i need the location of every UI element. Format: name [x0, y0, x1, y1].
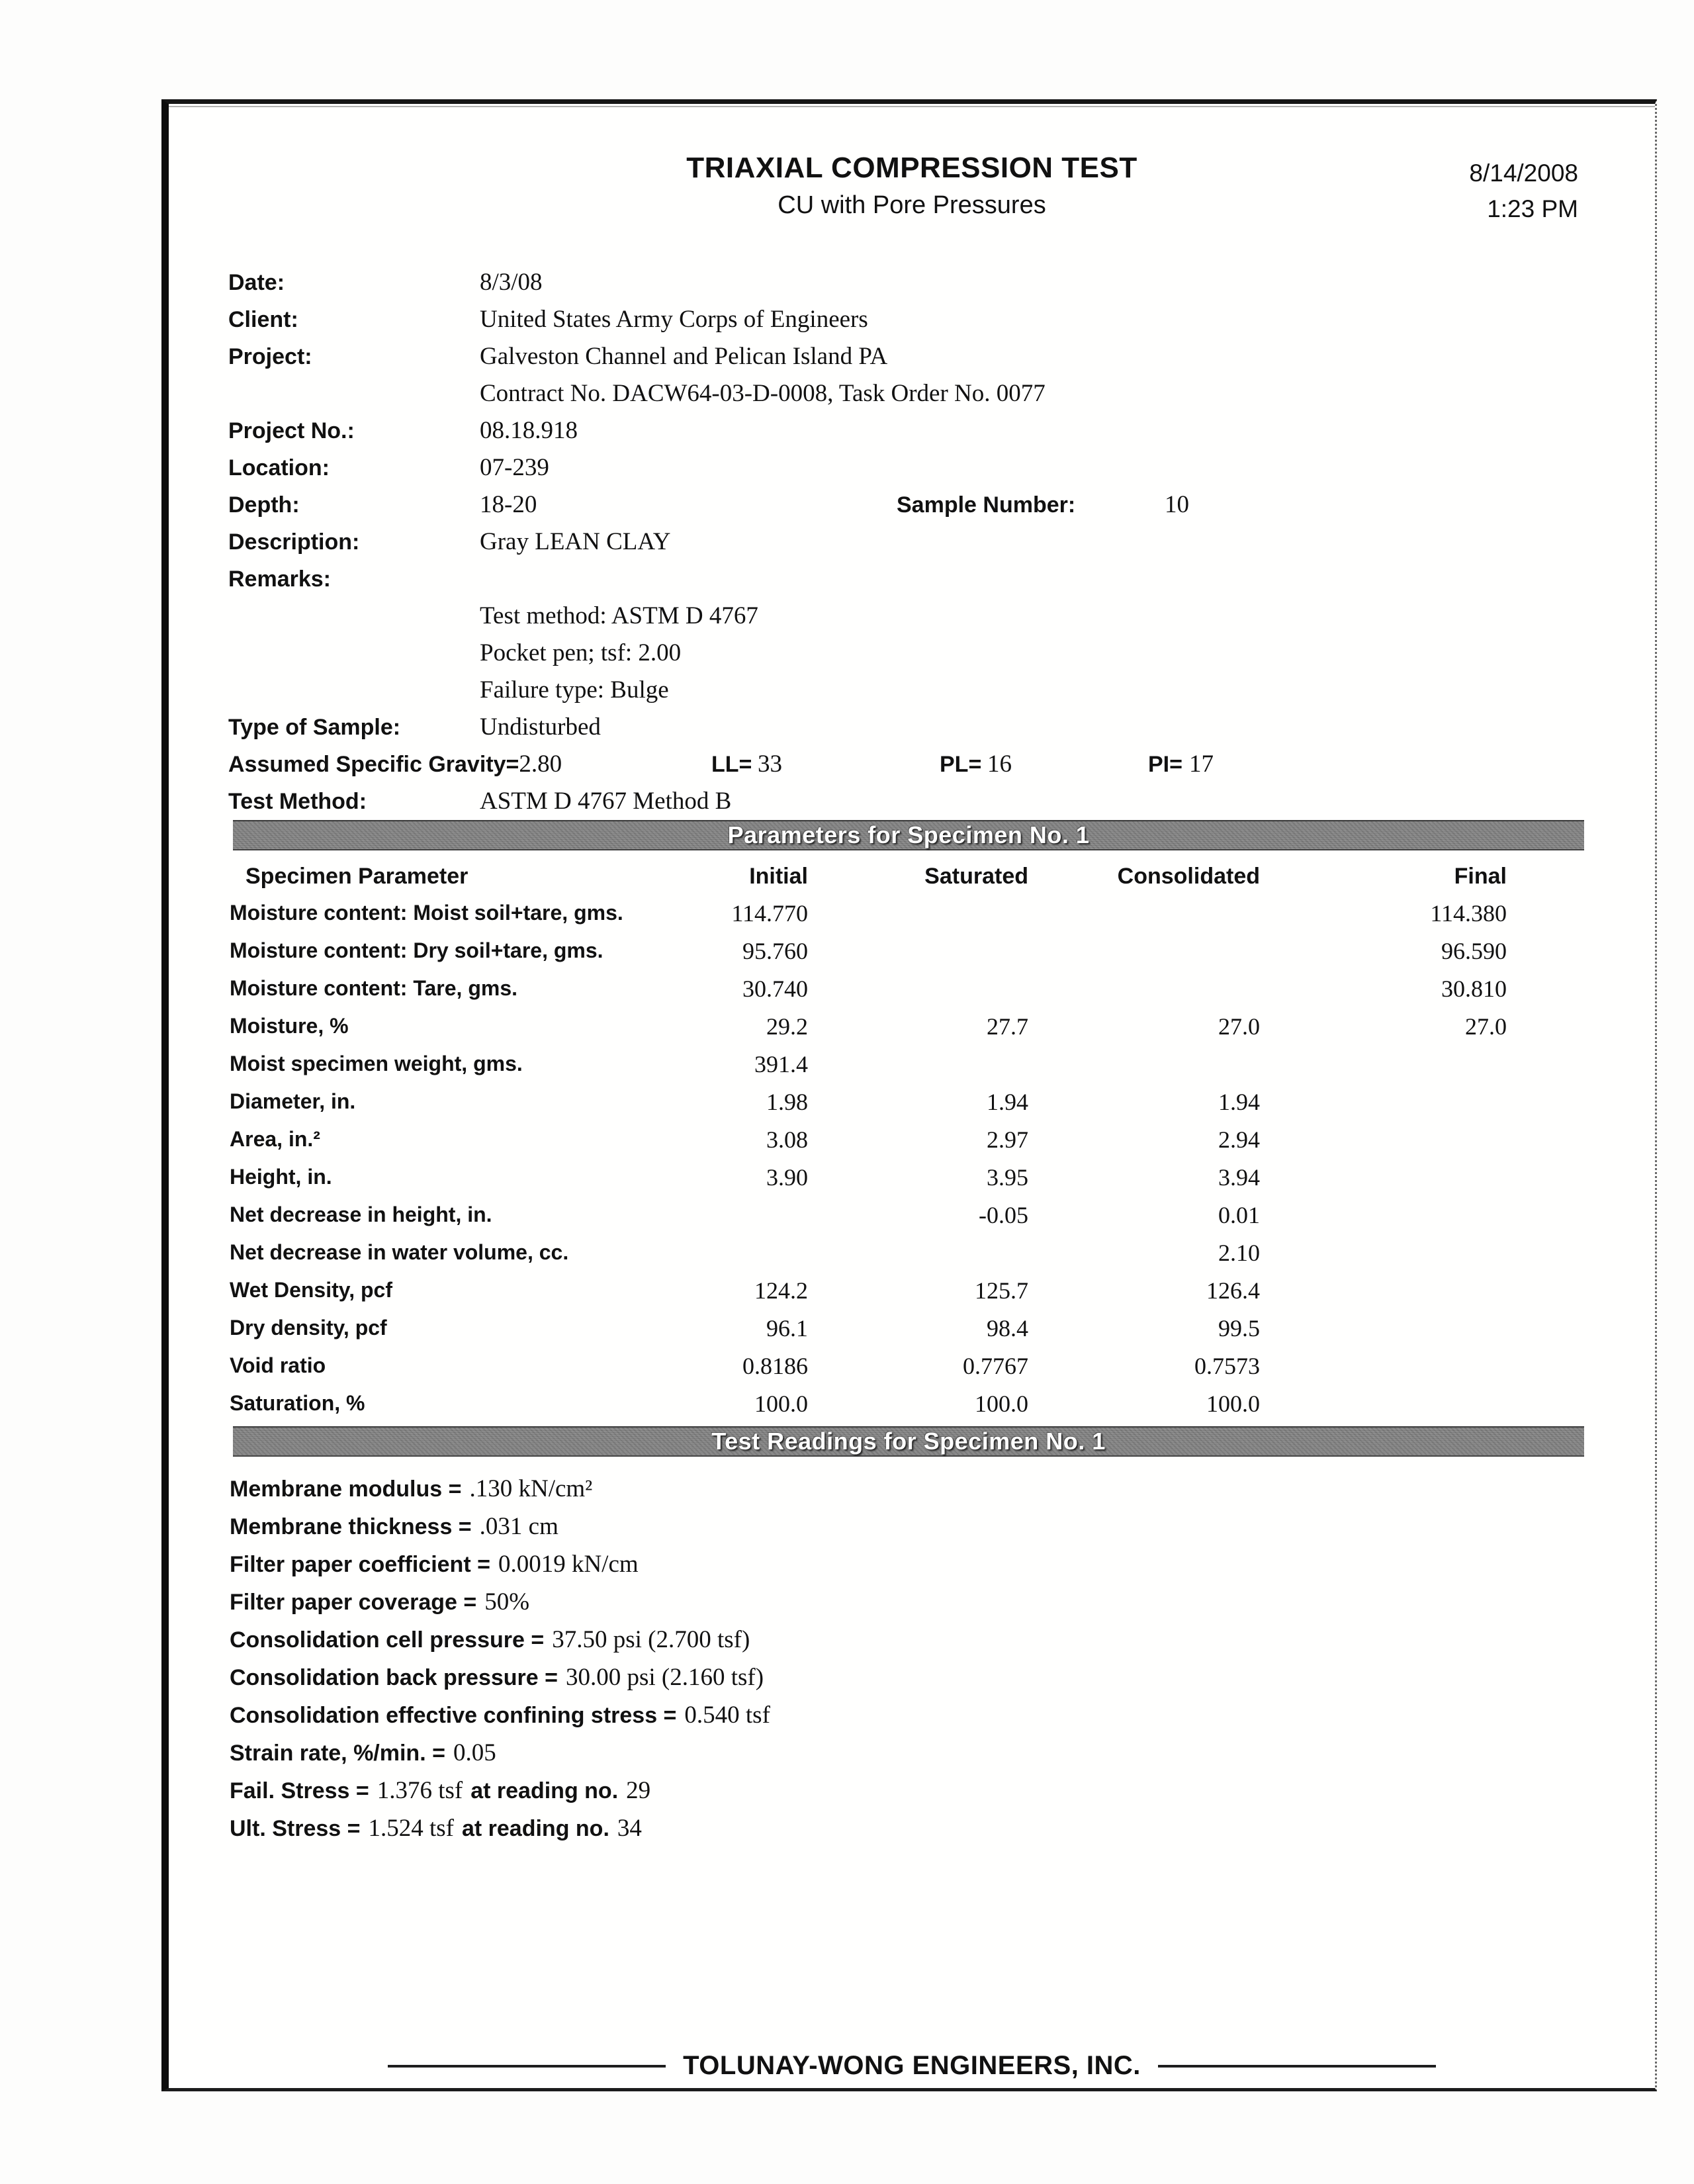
field-test-method [228, 783, 1591, 820]
field-value: 08.18.918 [480, 417, 578, 444]
value-saturated: 27.7 [987, 1013, 1028, 1040]
reading-line [230, 1696, 770, 1734]
param-name: Moist specimen weight, gms. [230, 1052, 523, 1075]
reading-value: 1.376 tsf [377, 1777, 463, 1804]
reading-value-2: 29 [626, 1777, 651, 1804]
field-label: Depth: [228, 492, 300, 518]
value-consolidated: 100.0 [1206, 1390, 1260, 1417]
pl-label: PL= [940, 752, 982, 777]
value-saturated: 1.94 [987, 1088, 1028, 1115]
param-name: Void ratio [230, 1353, 326, 1377]
field-value: United States Army Corps of Engineers [480, 306, 868, 333]
field-value: ASTM D 4767 Method B [480, 788, 732, 815]
table-row [230, 1158, 1507, 1196]
value-saturated: 125.7 [975, 1277, 1028, 1304]
table-row [230, 1196, 1507, 1234]
reading-value: .130 kN/cm² [469, 1475, 593, 1502]
pi-value: 17 [1189, 751, 1214, 778]
value-saturated: 0.7767 [963, 1352, 1028, 1379]
table-row [230, 1347, 1507, 1385]
reading-label-2: at reading no. [461, 1816, 609, 1841]
reading-line [230, 1659, 770, 1696]
value-saturated: 100.0 [975, 1390, 1028, 1417]
field-project-no [228, 412, 1591, 449]
param-name: Wet Density, pcf [230, 1278, 392, 1302]
value-saturated: 3.95 [987, 1163, 1028, 1191]
table-row [230, 932, 1507, 970]
field-value: 07-239 [480, 454, 549, 481]
reading-value: 50% [484, 1588, 530, 1615]
reading-value: 1.524 tsf [368, 1815, 454, 1842]
value-initial: 96.1 [766, 1314, 808, 1342]
reading-label: Strain rate, %/min. = [230, 1741, 445, 1766]
reading-value: 0.05 [453, 1739, 496, 1766]
param-name: Net decrease in water volume, cc. [230, 1240, 569, 1264]
page-subtitle: CU with Pore Pressures [778, 191, 1046, 219]
table-row [230, 1271, 1507, 1309]
column-header-initial: Initial [749, 863, 808, 889]
value-initial: 29.2 [766, 1013, 808, 1040]
section-header-parameters: Parameters for Specimen No. 1 [233, 820, 1584, 850]
value-final: 30.810 [1441, 975, 1507, 1002]
pi-label: PI= [1148, 752, 1182, 777]
reading-label-2: at reading no. [470, 1778, 619, 1803]
value-consolidated: 1.94 [1218, 1088, 1260, 1115]
reading-line [230, 1545, 770, 1583]
table-row [230, 1083, 1507, 1120]
value-initial: 124.2 [754, 1277, 808, 1304]
reading-label: Ult. Stress = [230, 1816, 361, 1841]
value-saturated: 98.4 [987, 1314, 1028, 1342]
table-row [230, 1045, 1507, 1083]
reading-value: 0.0019 kN/cm [498, 1551, 639, 1578]
field-project [228, 338, 1591, 375]
reading-value-2: 34 [617, 1815, 642, 1842]
column-header-final: Final [1454, 863, 1507, 889]
param-name: Area, in.² [230, 1127, 320, 1151]
field-value: Gray LEAN CLAY [480, 528, 671, 555]
param-name: Diameter, in. [230, 1089, 356, 1113]
value-initial: 114.770 [731, 899, 808, 927]
param-name: Moisture content: Dry soil+tare, gms. [230, 938, 603, 962]
section-header-readings: Test Readings for Specimen No. 1 [233, 1426, 1584, 1457]
reading-label: Filter paper coefficient = [230, 1552, 490, 1577]
value-initial: 1.98 [766, 1088, 808, 1115]
note-test-method [228, 598, 1591, 635]
parameters-table [230, 858, 1507, 1422]
value-consolidated: 27.0 [1218, 1013, 1260, 1040]
value-consolidated: 99.5 [1218, 1314, 1260, 1342]
reading-line [230, 1583, 770, 1621]
field-value: Undisturbed [480, 713, 601, 741]
footer-rule-right [1158, 2065, 1436, 2068]
table-row [230, 894, 1507, 932]
field-value: Failure type: Bulge [480, 676, 669, 704]
param-name: Saturation, % [230, 1391, 365, 1415]
specific-gravity-value: 2.80 [519, 751, 562, 778]
footer-rule-left [388, 2065, 666, 2068]
reading-label: Consolidation back pressure = [230, 1665, 558, 1690]
value-initial: 3.90 [766, 1163, 808, 1191]
note-pocket-pen [228, 635, 1591, 672]
field-value: 8/3/08 [480, 269, 543, 296]
print-date: 8/14/2008 [1469, 159, 1578, 187]
value-final: 96.590 [1441, 937, 1507, 964]
value-initial: 391.4 [754, 1050, 808, 1077]
field-label: Date: [228, 270, 285, 295]
field-label: Test Method: [228, 789, 367, 814]
field-value: Galveston Channel and Pelican Island PA [480, 343, 888, 370]
reading-line [230, 1621, 770, 1659]
reading-line [230, 1809, 770, 1847]
value-consolidated: 2.94 [1218, 1126, 1260, 1153]
value-initial: 0.8186 [742, 1352, 808, 1379]
note-failure-type [228, 672, 1591, 709]
value-initial: 95.760 [742, 937, 808, 964]
reading-value: 37.50 psi (2.700 tsf) [552, 1626, 750, 1653]
table-row [230, 1385, 1507, 1422]
pl-value: 16 [987, 751, 1012, 778]
field-label: Type of Sample: [228, 715, 401, 740]
value-consolidated: 0.7573 [1194, 1352, 1260, 1379]
reading-label: Membrane modulus = [230, 1477, 462, 1502]
field-description [228, 523, 1591, 561]
value-initial: 30.740 [742, 975, 808, 1002]
page-footer [169, 2051, 1655, 2081]
value-consolidated: 2.10 [1218, 1239, 1260, 1266]
table-row [230, 970, 1507, 1007]
table-header-row [230, 858, 1507, 894]
sample-number-label: Sample Number: [897, 492, 1076, 518]
field-label: Project No.: [228, 418, 355, 443]
field-label: Location: [228, 455, 330, 480]
field-date [228, 264, 1591, 301]
ll-value: 33 [758, 751, 782, 778]
table-row [230, 1234, 1507, 1271]
reading-line [230, 1508, 770, 1545]
reading-label: Filter paper coverage = [230, 1590, 477, 1615]
reading-label: Consolidation cell pressure = [230, 1627, 545, 1653]
value-saturated: -0.05 [979, 1201, 1028, 1228]
field-location [228, 449, 1591, 486]
table-row [230, 1309, 1507, 1347]
value-consolidated: 3.94 [1218, 1163, 1260, 1191]
value-consolidated: 126.4 [1206, 1277, 1260, 1304]
reading-label: Fail. Stress = [230, 1778, 369, 1803]
param-name: Moisture content: Tare, gms. [230, 976, 518, 1000]
meta-section [228, 264, 1591, 820]
document-header [169, 152, 1655, 220]
field-contract [228, 375, 1591, 412]
field-specific-gravity [228, 746, 1591, 783]
reading-label: Consolidation effective confining stress = [230, 1703, 677, 1728]
value-initial: 3.08 [766, 1126, 808, 1153]
field-value: Test method: ASTM D 4767 [480, 602, 758, 629]
field-label: Remarks: [228, 567, 331, 592]
value-consolidated: 0.01 [1218, 1201, 1260, 1228]
column-header-consolidated: Consolidated [1117, 863, 1260, 889]
reading-value: 30.00 psi (2.160 tsf) [565, 1664, 764, 1691]
value-final: 27.0 [1465, 1013, 1507, 1040]
reading-value: 0.540 tsf [684, 1702, 770, 1729]
field-label: Project: [228, 344, 312, 369]
value-saturated: 2.97 [987, 1126, 1028, 1153]
field-value: 18-20 [480, 491, 537, 518]
field-type-of-sample [228, 709, 1591, 746]
field-value: Contract No. DACW64-03-D-0008, Task Order No. 0077 [480, 380, 1046, 407]
document-frame [161, 99, 1657, 2091]
reading-line [230, 1772, 770, 1809]
ll-label: LL= [711, 752, 752, 777]
param-name: Net decrease in height, in. [230, 1203, 492, 1226]
field-remarks [228, 561, 1591, 598]
readings-list [230, 1470, 770, 1847]
param-name: Moisture content: Moist soil+tare, gms. [230, 901, 623, 925]
param-name: Moisture, % [230, 1014, 349, 1038]
reading-line [230, 1470, 770, 1508]
column-header-param: Specimen Parameter [245, 863, 468, 889]
param-name: Height, in. [230, 1165, 332, 1189]
specific-gravity-label: Assumed Specific Gravity= [228, 752, 519, 777]
reading-label: Membrane thickness = [230, 1514, 472, 1539]
value-final: 114.380 [1430, 899, 1507, 927]
print-time: 1:23 PM [1487, 195, 1578, 222]
print-datetime [1469, 156, 1578, 227]
table-row [230, 1007, 1507, 1045]
sample-number-value: 10 [1165, 491, 1189, 518]
reading-line [230, 1734, 770, 1772]
value-initial: 100.0 [754, 1390, 808, 1417]
field-client [228, 301, 1591, 338]
company-name: TOLUNAY-WONG ENGINEERS, INC. [683, 2051, 1141, 2080]
field-depth [228, 486, 1591, 523]
field-value: Pocket pen; tsf: 2.00 [480, 639, 682, 666]
field-label: Description: [228, 529, 360, 555]
table-row [230, 1120, 1507, 1158]
field-label: Client: [228, 307, 298, 332]
page-title: TRIAXIAL COMPRESSION TEST [686, 152, 1137, 184]
reading-value: .031 cm [479, 1513, 558, 1540]
param-name: Dry density, pcf [230, 1316, 387, 1340]
column-header-saturated: Saturated [924, 863, 1028, 889]
